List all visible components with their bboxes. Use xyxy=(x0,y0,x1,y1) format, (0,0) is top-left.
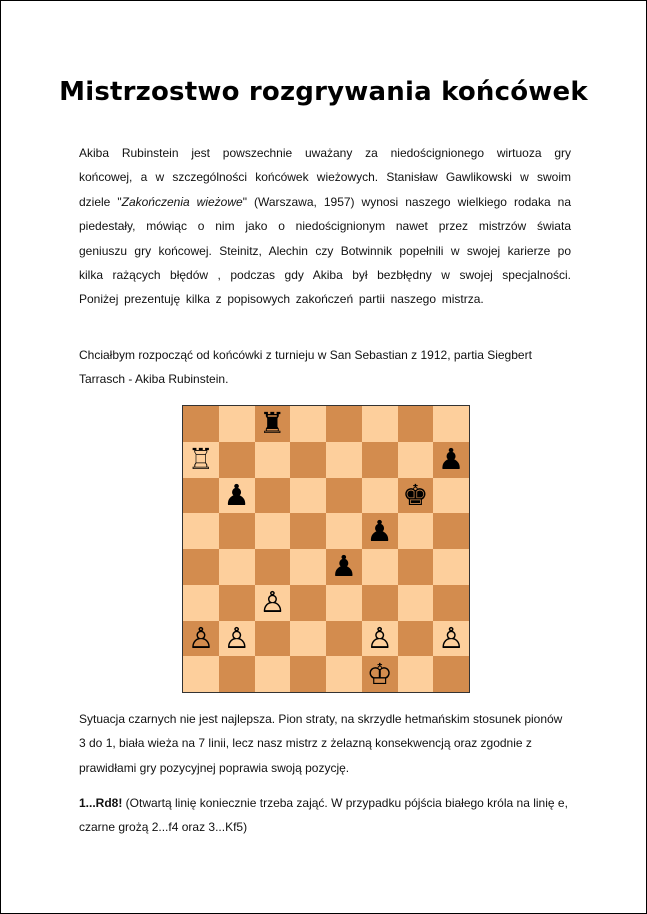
square-e8 xyxy=(326,406,362,442)
square-b1 xyxy=(219,656,255,692)
square-f1 xyxy=(362,656,398,692)
move-paragraph xyxy=(79,791,571,840)
square-h2 xyxy=(433,621,469,657)
square-a2 xyxy=(183,621,219,657)
square-e5 xyxy=(326,513,362,549)
square-h5 xyxy=(433,513,469,549)
square-f2 xyxy=(362,621,398,657)
square-b6 xyxy=(219,478,255,514)
white-pawn-icon: ♙ xyxy=(187,620,214,655)
square-a5 xyxy=(183,513,219,549)
square-c2 xyxy=(255,621,291,657)
square-b2 xyxy=(219,621,255,657)
square-b4 xyxy=(219,549,255,585)
square-g2 xyxy=(398,621,434,657)
square-e2 xyxy=(326,621,362,657)
square-g7 xyxy=(398,442,434,478)
black-pawn-icon: ♟ xyxy=(366,513,393,548)
white-pawn-icon: ♙ xyxy=(259,585,286,620)
square-b8 xyxy=(219,406,255,442)
white-rook-icon: ♖ xyxy=(187,442,214,477)
square-f8 xyxy=(362,406,398,442)
square-d3 xyxy=(290,585,326,621)
square-d5 xyxy=(290,513,326,549)
square-b3 xyxy=(219,585,255,621)
square-e4 xyxy=(326,549,362,585)
square-h1 xyxy=(433,656,469,692)
square-d8 xyxy=(290,406,326,442)
square-a8 xyxy=(183,406,219,442)
square-a4 xyxy=(183,549,219,585)
intro-text-end: " (Warszawa, 1957) wynosi naszego wielkiego rodaka na piedestały, mówiąc o nim jako o niedoścignionym nawet przez mistrzów świata geniuszu gry końcowej. Steinitz, Alechin czy Botwinnik popełnili w swojej karierze po kilka rażących błędów , podczas gdy Akiba był bezbłędny w swojej specjalności. Poniżej prezentuję kilka z popisowych zakończeń partii naszego mistrza. xyxy=(79,194,571,307)
square-f5 xyxy=(362,513,398,549)
square-g3 xyxy=(398,585,434,621)
square-d1 xyxy=(290,656,326,692)
black-pawn-icon: ♟ xyxy=(438,442,465,477)
white-pawn-icon: ♙ xyxy=(438,620,465,655)
square-b5 xyxy=(219,513,255,549)
white-pawn-icon: ♙ xyxy=(223,620,250,655)
black-pawn-icon: ♟ xyxy=(223,477,250,512)
square-g5 xyxy=(398,513,434,549)
white-king-icon: ♔ xyxy=(366,656,393,691)
intro-text-start: Akiba Rubinstein jest powszechnie uważany za niedoścignionego wirtuoza gry końcowej, a w szczególności końcówek wieżowych. Stanisław Gawlikowski w swoim dziele " xyxy=(79,146,571,209)
square-d2 xyxy=(290,621,326,657)
square-c7 xyxy=(255,442,291,478)
move-comment: (Otwartą linię koniecznie trzeba zająć. W przypadku pójścia białego króla na linię e, czarne grożą 2...f4 oraz 3...Kf5) xyxy=(79,796,568,835)
square-h8 xyxy=(433,406,469,442)
square-h3 xyxy=(433,585,469,621)
square-f3 xyxy=(362,585,398,621)
square-a3 xyxy=(183,585,219,621)
square-c8 xyxy=(255,406,291,442)
square-h6 xyxy=(433,478,469,514)
black-rook-icon: ♜ xyxy=(259,406,286,441)
black-pawn-icon: ♟ xyxy=(330,549,357,584)
square-h4 xyxy=(433,549,469,585)
square-b7 xyxy=(219,442,255,478)
square-f7 xyxy=(362,442,398,478)
book-title: Zakończenia wieżowe xyxy=(121,194,243,209)
square-d6 xyxy=(290,478,326,514)
square-a6 xyxy=(183,478,219,514)
square-f6 xyxy=(362,478,398,514)
square-c5 xyxy=(255,513,291,549)
intro-paragraph xyxy=(79,141,571,312)
square-g8 xyxy=(398,406,434,442)
black-king-icon: ♚ xyxy=(402,477,429,512)
square-g6 xyxy=(398,478,434,514)
square-a7 xyxy=(183,442,219,478)
square-g4 xyxy=(398,549,434,585)
square-f4 xyxy=(362,549,398,585)
chess-board xyxy=(182,405,470,693)
game-intro-paragraph: Chciałbym rozpocząć od końcówki z turnieju w San Sebastian z 1912, partia Siegbert Tarrasch - Akiba Rubinstein. xyxy=(79,348,532,387)
square-c6 xyxy=(255,478,291,514)
square-e3 xyxy=(326,585,362,621)
white-pawn-icon: ♙ xyxy=(366,620,393,655)
square-e7 xyxy=(326,442,362,478)
square-c3 xyxy=(255,585,291,621)
square-d4 xyxy=(290,549,326,585)
square-g1 xyxy=(398,656,434,692)
square-h7 xyxy=(433,442,469,478)
square-e6 xyxy=(326,478,362,514)
square-e1 xyxy=(326,656,362,692)
square-a1 xyxy=(183,656,219,692)
move-notation: 1...Rd8! xyxy=(79,796,123,810)
situation-paragraph: Sytuacja czarnych nie jest najlepsza. Pion straty, na skrzydle hetmańskim stosunek pionów 3 do 1, biała wieża na 7 linii, lecz nasz mistrz z żelazną konsekwencją oraz zgodnie z prawidłami gry pozycyjnej poprawia swoją pozycję. xyxy=(79,712,563,775)
square-c1 xyxy=(255,656,291,692)
square-d7 xyxy=(290,442,326,478)
page-title: Mistrzostwo rozgrywania końcówek xyxy=(59,77,588,107)
square-c4 xyxy=(255,549,291,585)
